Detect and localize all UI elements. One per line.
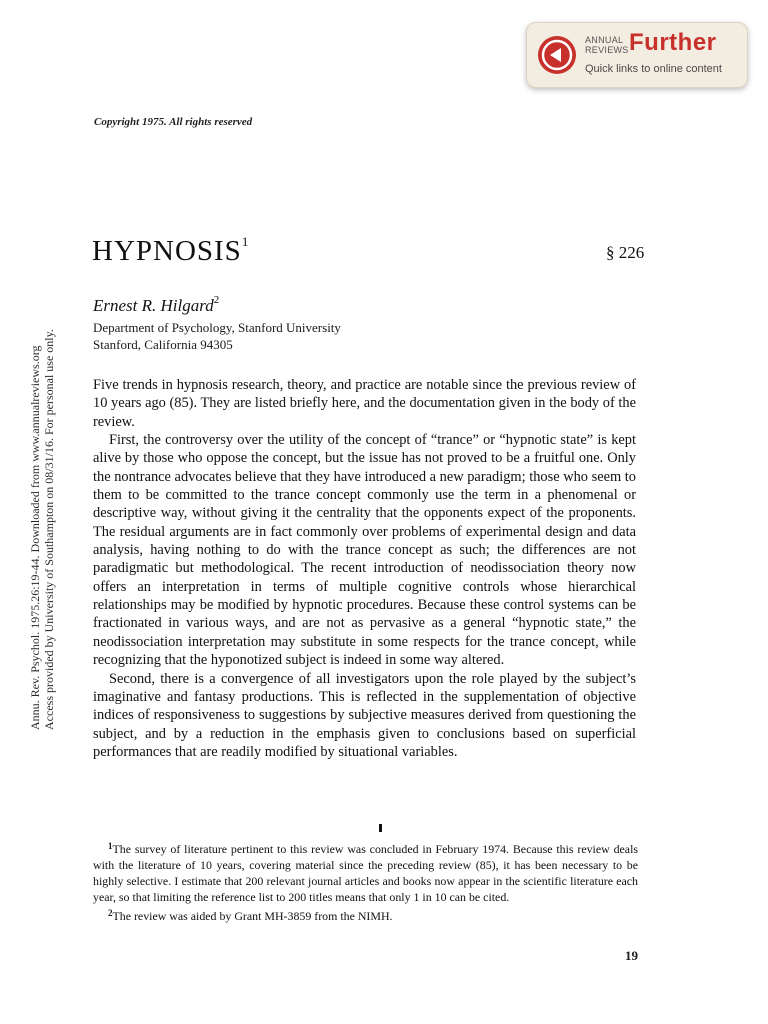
body-paragraph-1: Five trends in hypnosis research, theory, and practice are notable since the previous review of 10 years ago (85). They are listed briefly here, and the documentation given in the body of the review.	[93, 377, 636, 430]
author-affiliation	[93, 319, 341, 353]
badge-brand-line1: ANNUAL	[585, 35, 624, 45]
affiliation-line2: Stanford, California 94305	[93, 337, 233, 352]
margin-note-line1: Annu. Rev. Psychol. 1975.26:19-44. Downloaded from www.annualreviews.org	[28, 345, 42, 730]
badge-brand	[585, 35, 629, 55]
badge-subtitle: Quick links to online content	[585, 63, 722, 75]
download-margin-note	[28, 270, 56, 730]
affiliation-line1: Department of Psychology, Stanford University	[93, 320, 341, 335]
copyright-notice: Copyright 1975. All rights reserved	[94, 116, 253, 128]
footnote-2-mark: 2	[108, 908, 113, 918]
body-text	[93, 376, 636, 761]
author-footnote-mark[interactable]: 2	[213, 294, 220, 306]
margin-note-line2: Access provided by University of Southampton on 08/31/16. For personal use only.	[42, 329, 56, 730]
section-number: § 226	[606, 243, 645, 262]
footnote-1	[93, 838, 638, 905]
badge-brand-line2: REVIEWS	[585, 45, 629, 55]
badge-title: Further	[629, 29, 717, 56]
back-arrow-circle-icon	[537, 35, 577, 75]
page-number: 19	[625, 948, 638, 963]
footnote-1-text: The survey of literature pertinent to this review was concluded in February 1974. Because this review deals with the literature of 10 years, covering material since the preceding review (85), it has been necessary to be highly selective. I estimate that 200 relevant journal articles and books now appear in the scientific literature each year, so that limiting the reference list to 200 titles means that only 1 in 10 can be cited.	[93, 842, 638, 904]
footnote-2	[93, 905, 638, 924]
article-title	[92, 234, 249, 268]
footnote-2-text: The review was aided by Grant MH-3859 from the NIMH.	[112, 909, 393, 923]
body-paragraph-3: Second, there is a convergence of all investigators upon the role played by the subject’s imaginative and fantasy productions. This is reflected in the supplementation of objective indices of responsiveness to suggestions by subjective measures derived from questioning the subject, and by a reduction in the emphasis given to conclusions based on superficial performances that are readily modified by situational variables.	[93, 670, 636, 760]
body-paragraph-2: First, the controversy over the utility of the concept of “trance” or “hypnotic state” is kept alive by those who oppose the concept, but the issue has not proved to be a fruitful one. Only the nontrance advocates believe that they have introduced a new paradigm; those who seem to them to be committed to the trance concept commonly use the term in a phenomenal or descriptive way, without giving it the centrality that the opponents expect of the proponents. The residual arguments are in fact commonly over problems of experimental design and data analysis, having nothing to do with the trance concept as such; the differences are not paradigmatic but methodological. The recent introduction of neodissociation theory now offers an interpretation in terms of multiple cognitive controls whose hierarchical relationships may be modified by hypnotic procedures. Because these control systems can be fractionated in various ways, and are not as pervasive as a general “hypnotic state,” the neodissociation interpretation may substitute in some respects for the trance concept, while recognizing that the hyponotized subject is indeed in some way altered.	[93, 432, 636, 669]
author-name-text: Ernest R. Hilgard	[93, 296, 214, 315]
further-links-badge[interactable]	[526, 22, 748, 88]
author-name	[93, 294, 219, 316]
article-title-text: HYPNOSIS	[92, 235, 242, 267]
page-break-mark	[379, 824, 382, 832]
footnote-1-mark: 1	[108, 841, 113, 851]
footnotes	[93, 838, 638, 924]
title-footnote-mark[interactable]: 1	[241, 234, 250, 249]
